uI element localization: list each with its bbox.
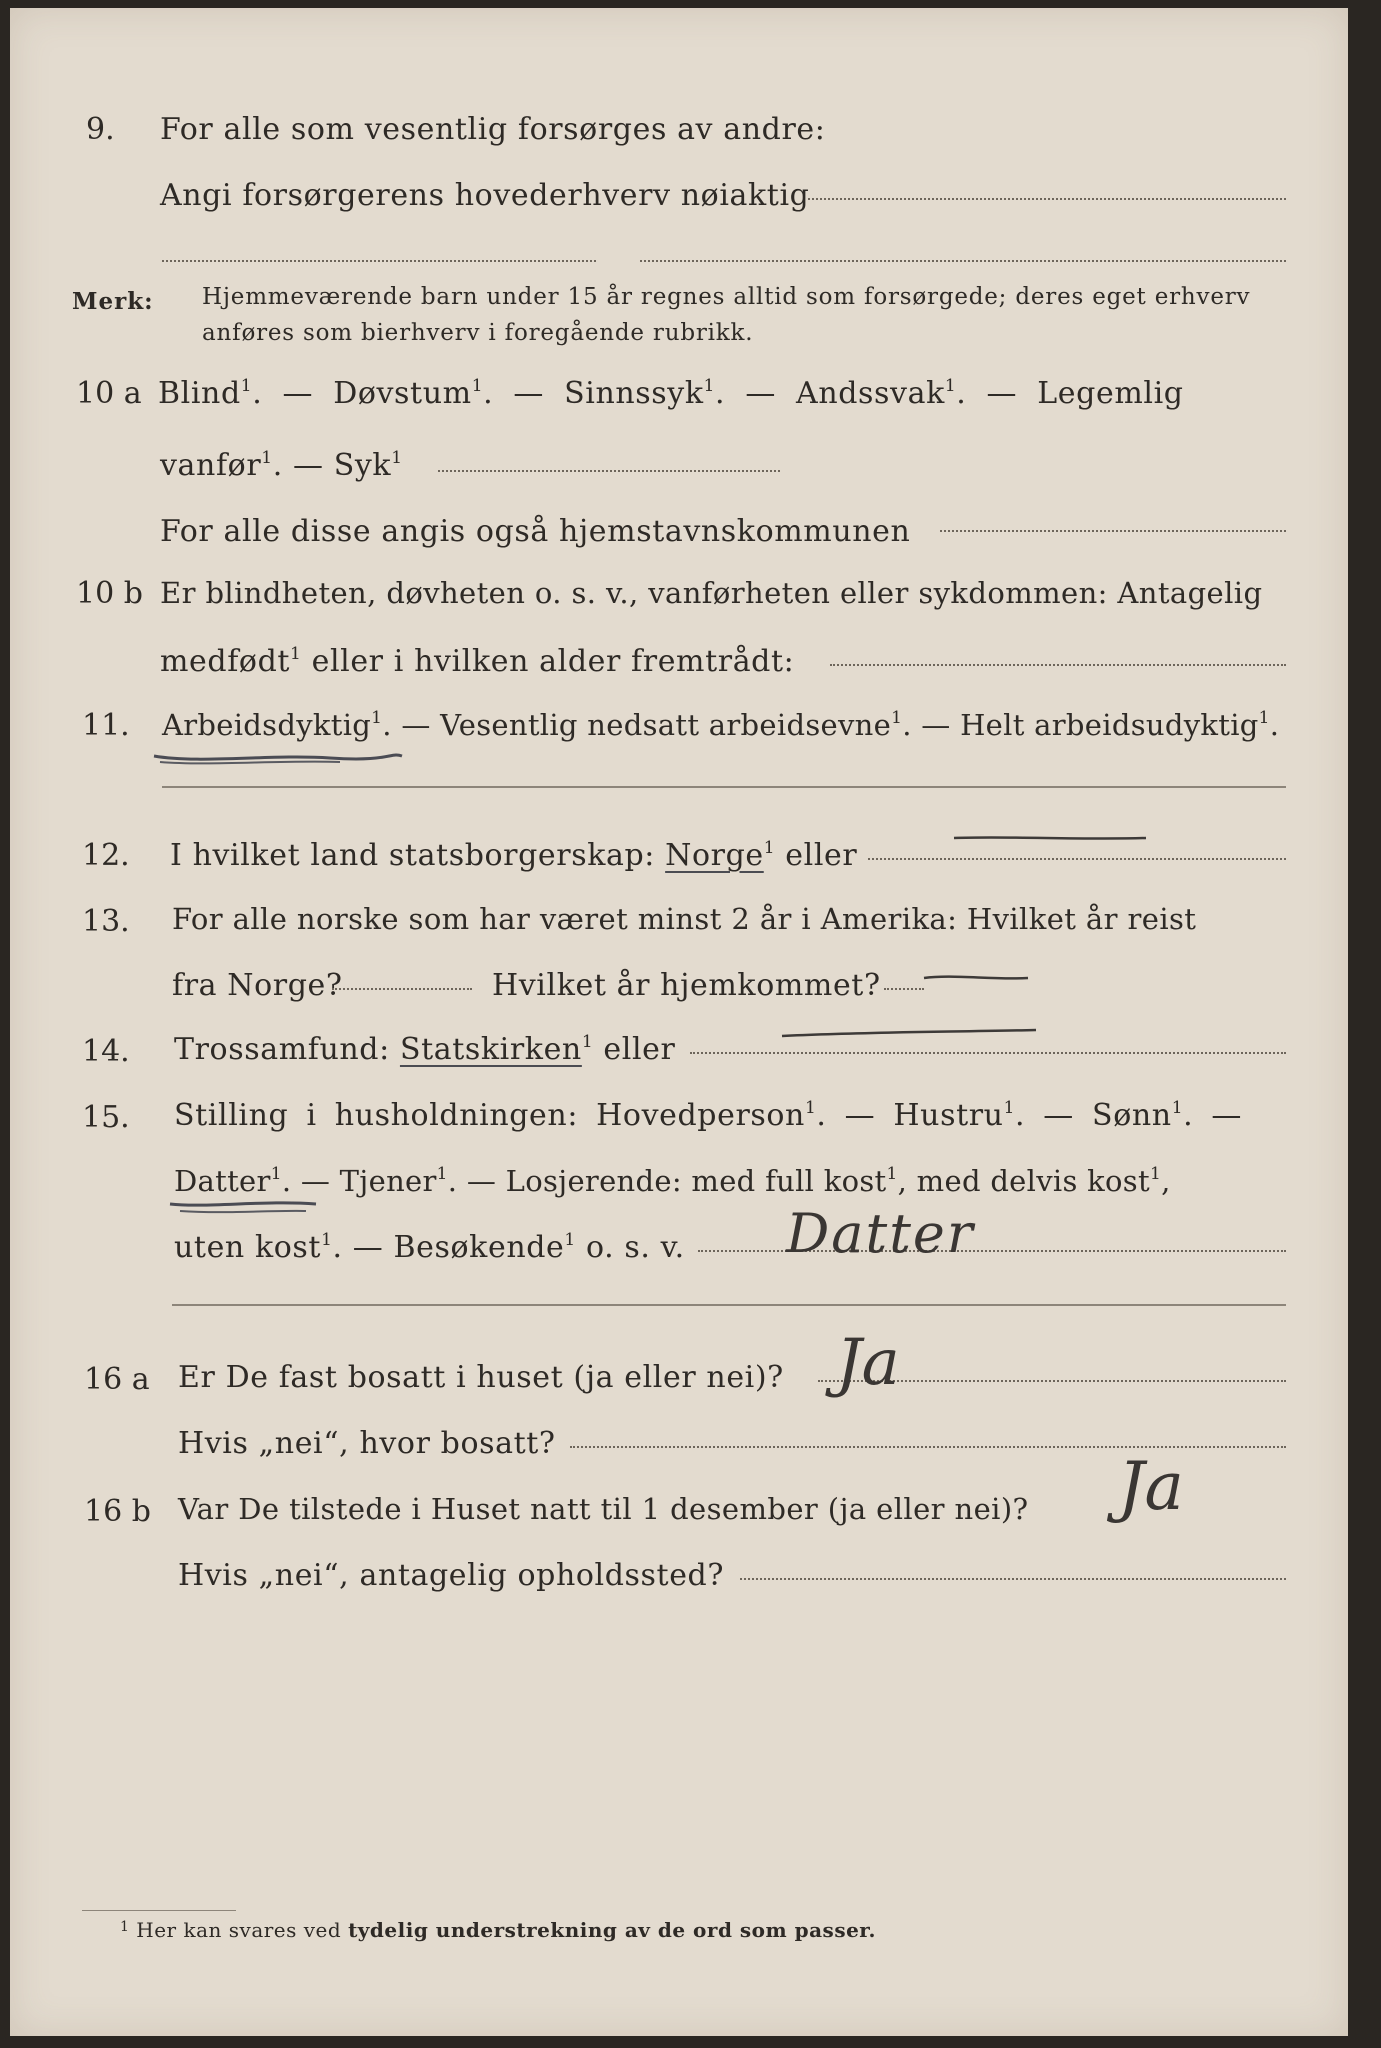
q9-line2: Angi forsørgerens hovederhverv nøiaktig [160,178,810,213]
q15-osv: o. s. v. [575,1230,685,1265]
q12-opt-norge[interactable]: Norge [665,838,764,873]
q10a-line2 [160,448,403,483]
q12-answer-line[interactable] [868,858,1286,860]
merk-line1: Hjemmeværende barn under 15 år regnes alltid som forsørgede; deres eget erhverv [202,284,1251,310]
q15-opt-delvis-kost[interactable]: , med delvis kost [897,1164,1150,1198]
q15-line2 [174,1164,1171,1198]
q10b-alder-label: eller i hvilken alder fremtrådt: [301,644,795,679]
q9-answer-line-2a[interactable] [162,260,596,262]
footnote-ref: 1 [1171,1098,1184,1118]
q9-answer-line[interactable] [808,198,1286,200]
q12-eller: eller [775,838,858,873]
q16b-line1: Var De tilstede i Huset natt til 1 desember (ja eller nei)? [178,1492,1029,1526]
q16b-line2: Hvis „nei“, antagelig opholdssted? [178,1558,725,1593]
q15-opt-full-kost[interactable]: . — Losjerende: med full kost [447,1164,887,1198]
q10b-line1: Er blindheten, døvheten o. s. v., vanførheten eller sykdommen: Antagelig [160,576,1263,610]
q13-hjemkommet-answer-line[interactable] [884,988,924,990]
q13-handwritten-dash [922,970,1032,986]
q11-number: 11. [82,708,130,743]
q15-handwritten-answer: Datter [786,1202,975,1265]
q10a-opt-legemlig[interactable]: . — Legemlig [956,376,1184,411]
footnote-ref: 1 [804,1098,817,1118]
q11-end: . [1269,708,1280,742]
q14-answer-line[interactable] [690,1052,1286,1054]
q16b-opholdssted-answer-line[interactable] [740,1578,1286,1580]
footnote-rule [82,1910,236,1911]
footnote-mark: 1 [120,1919,130,1935]
q15-line1-end: . — [1183,1098,1242,1133]
q11-handwritten-underline [150,744,410,768]
q15-line3 [174,1230,685,1265]
q10a-opt-dovstum[interactable]: . — Døvstum [252,376,472,411]
q16a-number: 16 a [84,1362,150,1397]
footnote-ref: 1 [471,376,484,396]
q9-line1: For alle som vesentlig forsørges av andre: [160,112,826,147]
q10a-opt-sinnssyk[interactable]: . — Sinnssyk [483,376,704,411]
q15-line1 [174,1098,1242,1133]
q10a-opt-vanfor[interactable]: vanfør [160,448,262,483]
q10a-syk-answer-line[interactable] [438,470,780,472]
q9-number: 9. [86,112,115,147]
q10b-opt-medfodt[interactable]: medfødt [160,644,291,679]
footnote-ref: 1 [886,1164,898,1184]
q14-eller: eller [593,1032,676,1067]
q12-number: 12. [82,838,130,873]
q13-number: 13. [82,904,130,939]
q10b-line2 [160,644,794,679]
q15-opt-besokende[interactable]: . — Besøkende [332,1230,565,1265]
q11-opt-nedsatt[interactable]: . — Vesentlig nedsatt arbeidsevne [382,708,892,742]
q10b-number: 10 b [76,576,143,611]
footnote-ref: 1 [391,448,403,468]
footnote-ref: 1 [891,708,903,728]
footnote-ref: 1 [763,838,776,858]
q15-opt-uten-kost[interactable]: uten kost [174,1230,322,1265]
footnote-ref: 1 [581,1032,594,1052]
footnote-ref: 1 [371,708,383,728]
q15-line2-end: , [1161,1164,1171,1198]
q16b-number: 16 b [84,1494,151,1529]
footnote-ref: 1 [1258,708,1270,728]
footnote-ref: 1 [321,1230,333,1250]
footnote-ref: 1 [261,448,273,468]
q11-line [162,708,1279,742]
q13-reist-answer-line[interactable] [332,988,472,990]
q15-opt-hustru[interactable]: . — Hustru [816,1098,1004,1133]
q10a-kommune-answer-line[interactable] [940,530,1286,532]
q14-label: Trossamfund: [174,1032,390,1067]
q12-line [170,838,857,873]
q16a-line2: Hvis „nei“, hvor bosatt? [178,1426,556,1461]
q16a-line1: Er De fast bosatt i huset (ja eller nei)? [178,1360,784,1395]
footnote-ref: 1 [270,1164,282,1184]
footnote-bold: tydelig understrekning av de ord som passer. [348,1918,876,1942]
merk-line2: anføres som bierhverv i foregående rubrikk. [202,320,754,346]
q10a-opt-andssvak[interactable]: . — Andssvak [715,376,945,411]
footnote-ref: 1 [703,376,716,396]
q16b-handwritten-answer: Ja [1118,1448,1184,1525]
q11-opt-udyktig[interactable]: . — Helt arbeidsudyktig [902,708,1259,742]
footnote-ref: 1 [1149,1164,1162,1184]
q10b-answer-line[interactable] [830,664,1286,666]
census-form-page [10,8,1348,2036]
q10a-line1 [158,376,1184,411]
q10a-line3: For alle disse angis også hjemstavnskommunen [160,514,911,549]
q11-opt-arbeidsdyktig[interactable]: Arbeidsdyktig [162,708,372,742]
q14-handwritten-dash [780,1026,1040,1042]
q13-line2a: fra Norge? [172,968,343,1003]
footnote-ref: 1 [240,376,253,396]
q10a-number: 10 a [76,376,142,411]
footnote-ref: 1 [436,1164,448,1184]
q15-opt-tjener[interactable]: . — Tjener [281,1164,437,1198]
q12-handwritten-dash [950,832,1150,848]
footnote-ref: 1 [290,644,302,664]
footnote-ref: 1 [564,1230,576,1250]
q9-answer-line-2b[interactable] [640,260,1286,262]
footnote [120,1918,876,1942]
q10a-opt-blind[interactable]: Blind [158,376,241,411]
q14-opt-statskirken[interactable]: Statskirken [399,1032,582,1067]
q15-number: 15. [82,1100,130,1135]
q13-line2b: Hvilket år hjemkommet? [492,968,881,1003]
q14-number: 14. [82,1034,130,1069]
q12-label: I hvilket land statsborgerskap: [170,838,655,873]
q13-line1: For alle norske som har været minst 2 år i Amerika: Hvilket år reist [172,902,1197,936]
footnote-ref: 1 [1003,1098,1016,1118]
q16a-handwritten-answer: Ja [836,1326,900,1400]
footnote-text: Her kan svares ved [136,1918,349,1942]
q14-line [174,1032,675,1067]
q15-opt-hovedperson[interactable]: Stilling i husholdningen: Hovedperson [174,1098,805,1133]
q11-answer-line[interactable] [162,786,1286,788]
footnote-ref: 1 [944,376,957,396]
q15-opt-datter[interactable]: Datter [174,1164,271,1198]
q15-opt-sonn[interactable]: . — Sønn [1015,1098,1172,1133]
q10a-opt-syk[interactable]: . — Syk [272,448,392,483]
q15-extra-line[interactable] [172,1304,1286,1306]
merk-label: Merk: [72,288,154,315]
q15-handwritten-underline [166,1196,326,1216]
